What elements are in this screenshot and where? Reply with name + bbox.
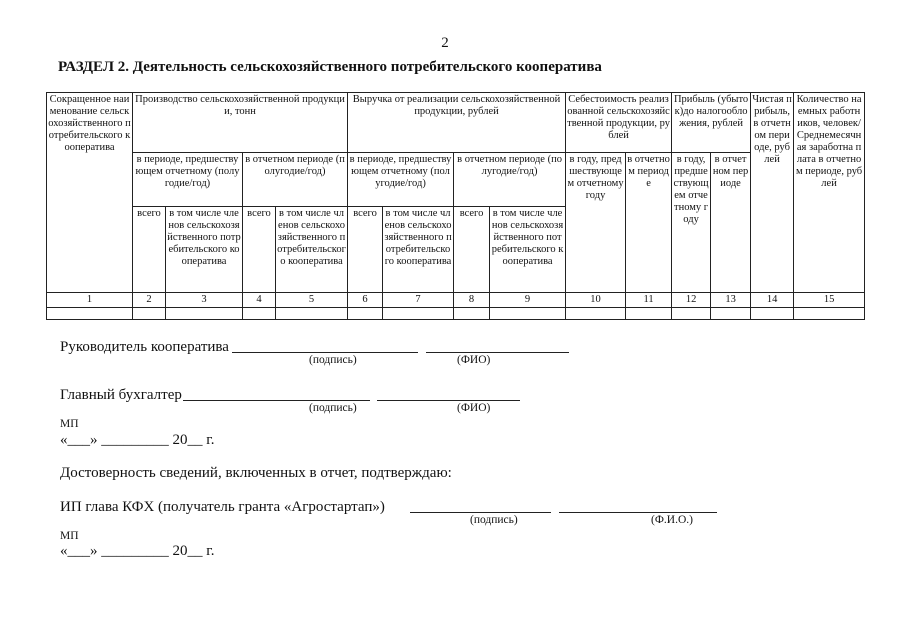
header-total: всего bbox=[243, 207, 276, 293]
col-number: 13 bbox=[711, 293, 751, 308]
col-number: 12 bbox=[672, 293, 711, 308]
data-cell[interactable] bbox=[454, 308, 490, 320]
header-revenue-prev: в периоде, предшествующем отчетному (полугодие/год) bbox=[348, 153, 454, 207]
header-incl-members: в том числе членов сельскохозяйственного потребительского кооператива bbox=[166, 207, 243, 293]
accountant-label: Главный бухгалтер bbox=[60, 387, 182, 403]
header-total: всего bbox=[133, 207, 166, 293]
data-cell[interactable] bbox=[794, 308, 865, 320]
accountant-signature-line[interactable] bbox=[183, 400, 370, 401]
head-sign-caption: (подпись) bbox=[309, 354, 357, 366]
stamp-label: МП bbox=[60, 530, 79, 542]
ip-sign-caption: (подпись) bbox=[470, 514, 518, 526]
section-title: РАЗДЕЛ 2. Деятельность сельскохозяйственного потребительского кооператива bbox=[58, 59, 602, 75]
ip-signature-line[interactable] bbox=[410, 512, 551, 513]
data-cell[interactable] bbox=[711, 308, 751, 320]
column-number-row bbox=[47, 293, 865, 308]
empty-data-row bbox=[47, 308, 865, 320]
col-number: 11 bbox=[626, 293, 672, 308]
head-fio-line[interactable] bbox=[426, 352, 569, 353]
col-number: 15 bbox=[794, 293, 865, 308]
accountant-fio-line[interactable] bbox=[377, 400, 520, 401]
data-cell[interactable] bbox=[626, 308, 672, 320]
col-number: 3 bbox=[166, 293, 243, 308]
data-cell[interactable] bbox=[133, 308, 166, 320]
head-signature-line[interactable] bbox=[232, 352, 418, 353]
accountant-sign-caption: (подпись) bbox=[309, 402, 357, 414]
col-number: 8 bbox=[454, 293, 490, 308]
header-cooperative-name: Сокращенное наименование сельскохозяйственного потребительского кооператива bbox=[47, 93, 133, 293]
date-line: «___» _________ 20__ г. bbox=[60, 432, 215, 448]
header-net-profit: Чистая прибыль, в отчетном периоде, рублей bbox=[751, 93, 794, 293]
header-cost-year-prev: в году, предшествующем отчетному году bbox=[566, 153, 626, 293]
data-cell[interactable] bbox=[490, 308, 566, 320]
header-profit-year-prev: в году, предшествующем отчетному году bbox=[672, 153, 711, 293]
header-total: всего bbox=[454, 207, 490, 293]
col-number: 1 bbox=[47, 293, 133, 308]
header-cost-report: в отчетном периоде bbox=[626, 153, 672, 293]
accountant-fio-caption: (ФИО) bbox=[457, 402, 491, 414]
col-number: 4 bbox=[243, 293, 276, 308]
header-total: всего bbox=[348, 207, 383, 293]
col-number: 5 bbox=[276, 293, 348, 308]
col-number: 6 bbox=[348, 293, 383, 308]
head-label: Руководитель кооператива bbox=[60, 339, 229, 355]
col-number: 14 bbox=[751, 293, 794, 308]
ip-fio-caption: (Ф.И.О.) bbox=[651, 514, 693, 526]
header-profit-report: в отчетном периоде bbox=[711, 153, 751, 293]
data-cell[interactable] bbox=[276, 308, 348, 320]
head-fio-caption: (ФИО) bbox=[457, 354, 491, 366]
ip-fio-line[interactable] bbox=[559, 512, 717, 513]
header-employees: Количество наемных работников, человек/ Среднемесячная заработна плата в отчетном периоде, рублей bbox=[794, 93, 865, 293]
col-number: 9 bbox=[490, 293, 566, 308]
col-number: 10 bbox=[566, 293, 626, 308]
header-production-prev: в периоде, предшествующем отчетному (полугодие/год) bbox=[133, 153, 243, 207]
header-cost: Себестоимость реализованной сельскохозяйственной продукции, рублей bbox=[566, 93, 672, 153]
header-revenue-report: в отчетном периоде (полугодие/год) bbox=[454, 153, 566, 207]
cooperative-activity-table bbox=[46, 92, 865, 320]
data-cell[interactable] bbox=[672, 308, 711, 320]
header-revenue: Выручка от реализации сельскохозяйственной продукции, рублей bbox=[348, 93, 566, 153]
confirm-text: Достоверность сведений, включенных в отчет, подтверждаю: bbox=[60, 465, 452, 481]
header-incl-members: в том числе членов сельскохозяйственного потребительского кооператива bbox=[383, 207, 454, 293]
data-cell[interactable] bbox=[166, 308, 243, 320]
header-profit: Прибыль (убыток)до налогообложения, рублей bbox=[672, 93, 751, 153]
data-cell[interactable] bbox=[751, 308, 794, 320]
stamp-label: МП bbox=[60, 418, 79, 430]
data-cell[interactable] bbox=[383, 308, 454, 320]
ip-label: ИП глава КФХ (получатель гранта «Агростартап») bbox=[60, 499, 385, 515]
col-number: 2 bbox=[133, 293, 166, 308]
data-cell[interactable] bbox=[47, 308, 133, 320]
page-number: 2 bbox=[441, 35, 449, 51]
col-number: 7 bbox=[383, 293, 454, 308]
data-cell[interactable] bbox=[566, 308, 626, 320]
header-incl-members: в том числе членов сельскохозяйственного потребительского кооператива bbox=[276, 207, 348, 293]
header-production: Производство сельскохозяйственной продукции, тонн bbox=[133, 93, 348, 153]
data-cell[interactable] bbox=[348, 308, 383, 320]
date-line: «___» _________ 20__ г. bbox=[60, 543, 215, 559]
header-production-report: в отчетном периоде (полугодие/год) bbox=[243, 153, 348, 207]
header-incl-members: в том числе членов сельскохозяйственного потребительского кооператива bbox=[490, 207, 566, 293]
data-cell[interactable] bbox=[243, 308, 276, 320]
